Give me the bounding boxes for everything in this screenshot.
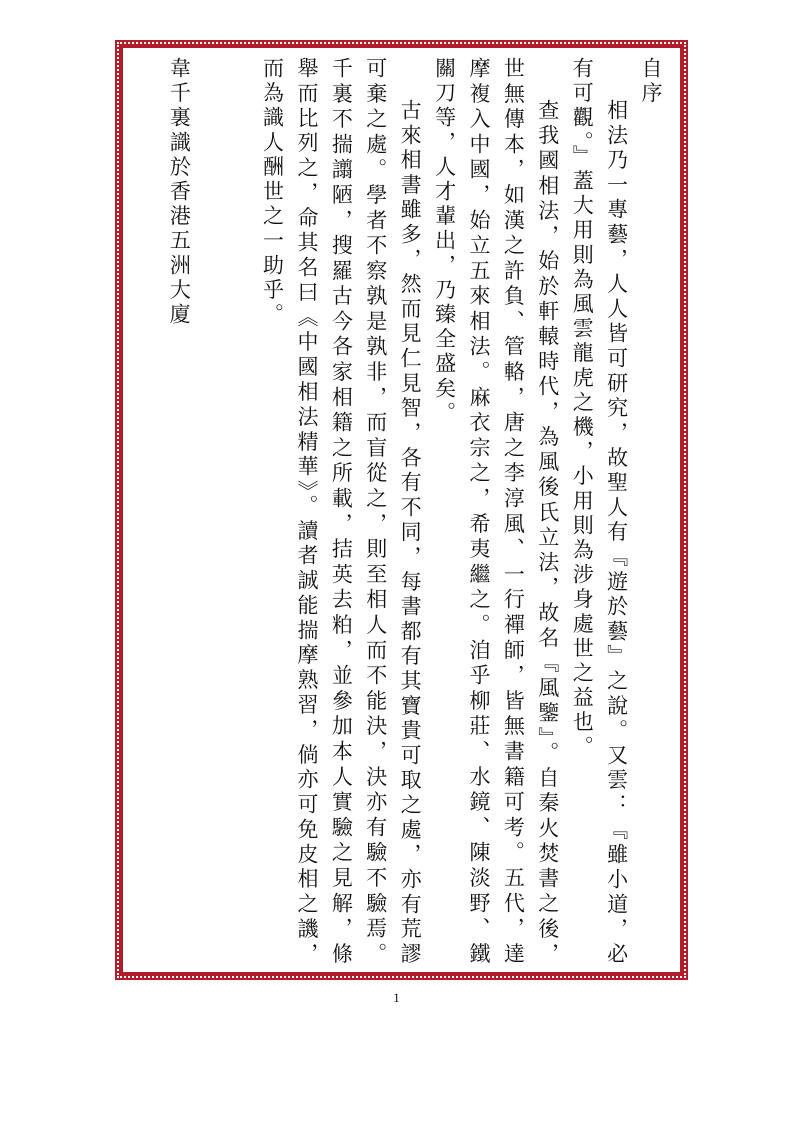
author-signature: 韋千裏識於香港五洲大廈 xyxy=(167,57,192,328)
decorative-border-frame xyxy=(115,40,688,980)
preface-paragraph-1: 相法乃一專藝，人人皆可研究，故聖人有『遊於藝』之說。又雲：『雖小道，必有可觀。』蓋大用則為風雲龍虎之機，小用則為涉身處世之益也。 xyxy=(570,57,629,967)
preface-paragraph-3: 古來相書雖多，然而見仁見智，各有不同，每書都有其寶貴可取之處，亦有荒謬可棄之處。學者不察孰是孰非，而盲從之，則至相人而不能決，決亦有驗不驗焉。千裏不揣譾陋，搜羅古今各家相籍之所載，拮英去粕，並參加本人實驗之見解，條舉而比列之，命其名曰《中國相法精華》。讀者誠能揣摩熟習，倘亦可免皮相之譏，而為識人酬世之一助乎。 xyxy=(260,57,423,967)
page-number: 1 xyxy=(393,990,400,1005)
preface-paragraph-2: 查我國相法，始於軒轅時代，為風後氏立法，故名『風鑒』。自秦火焚書之後，世無傳本，如漢之許負、管輅，唐之李淳風、一行禪師，皆無書籍可考。五代，達摩複入中國，始立五來相法。麻衣宗之，希夷繼之。洎乎柳莊、水鏡、陳淡野、鐵關刀等，人才輩出，乃臻全盛矣。 xyxy=(432,57,560,967)
preface-heading: 自序 xyxy=(639,57,663,107)
preface-text-column xyxy=(140,57,668,967)
